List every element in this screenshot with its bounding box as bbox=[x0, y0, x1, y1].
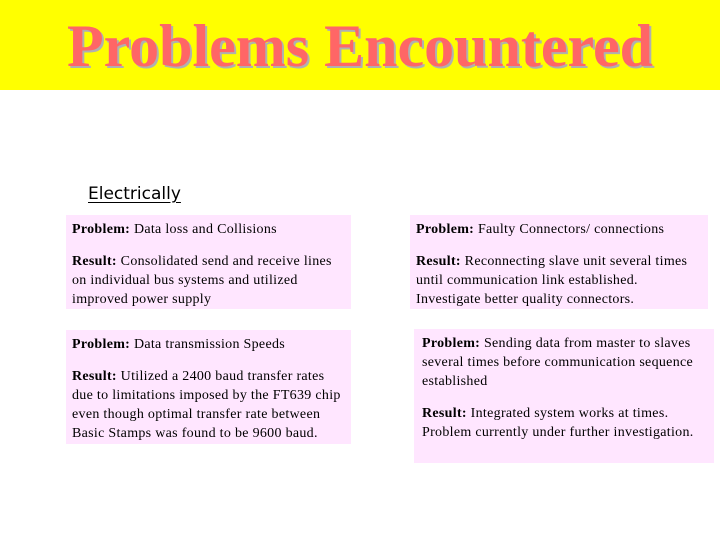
result-line bbox=[72, 252, 345, 309]
result-prefix: Result: bbox=[416, 254, 461, 269]
slide-title: Problems Encountered bbox=[66, 13, 654, 79]
problem-text: Data transmission Speeds bbox=[130, 337, 286, 352]
result-text: Utilized a 2400 baud transfer rates due to limitations imposed by the FT639 chip even though optimal transfer rate between Basic Stamps was found to be 9600 baud. bbox=[72, 369, 341, 441]
problem-text: Sending data from master to slaves several times before communication sequence established bbox=[422, 336, 694, 389]
problem-prefix: Problem: bbox=[422, 336, 481, 351]
problem-prefix: Problem: bbox=[416, 222, 475, 237]
section-label: Electrically bbox=[88, 184, 181, 204]
result-line bbox=[422, 404, 706, 442]
problem-text: Data loss and Collisions bbox=[130, 222, 277, 237]
problem-line bbox=[416, 220, 702, 239]
title-bar bbox=[0, 0, 720, 90]
problem-card-master-slave-sequence bbox=[414, 329, 714, 463]
problem-card-data-loss bbox=[66, 215, 351, 309]
problem-prefix: Problem: bbox=[72, 337, 131, 352]
result-text: Integrated system works at times. Problem currently under further investigation. bbox=[422, 406, 694, 440]
result-text: Reconnecting slave unit several times until communication link established. Investigate better quality connectors. bbox=[416, 254, 688, 307]
problem-text: Faulty Connectors/ connections bbox=[474, 222, 665, 237]
result-line bbox=[72, 367, 345, 443]
result-prefix: Result: bbox=[422, 406, 467, 421]
problem-line bbox=[72, 220, 345, 239]
result-prefix: Result: bbox=[72, 369, 117, 384]
result-prefix: Result: bbox=[72, 254, 117, 269]
problem-line bbox=[72, 335, 345, 354]
problem-line bbox=[422, 334, 706, 391]
problem-card-faulty-connectors bbox=[410, 215, 708, 309]
problem-card-transmission-speeds bbox=[66, 330, 351, 444]
result-text: Consolidated send and receive lines on individual bus systems and utilized improved power supply bbox=[72, 254, 332, 307]
result-line bbox=[416, 252, 702, 309]
problem-prefix: Problem: bbox=[72, 222, 131, 237]
